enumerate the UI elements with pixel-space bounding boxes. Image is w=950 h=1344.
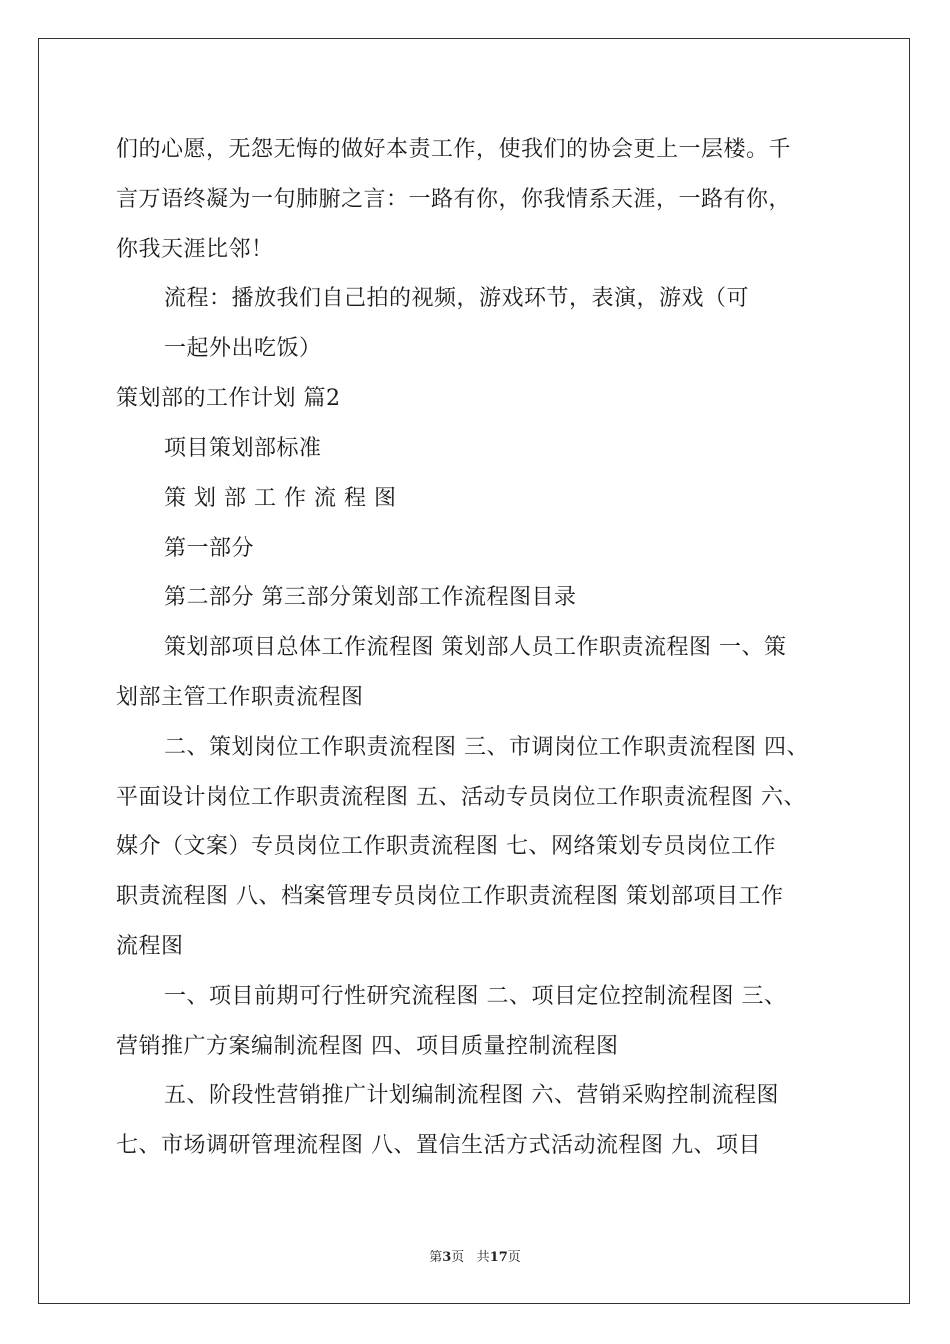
text-line: 五、阶段性营销推广计划编制流程图 六、营销采购控制流程图	[164, 1083, 779, 1108]
text-line: 职责流程图 八、档案管理专员岗位工作职责流程图 策划部项目工作	[116, 884, 784, 909]
text-line: 二、策划岗位工作职责流程图 三、市调岗位工作职责流程图 四、	[164, 735, 809, 760]
section-heading: 策划部的工作计划 篇2	[116, 386, 341, 411]
page-number: 3	[442, 1250, 452, 1265]
text-line: 策划部项目总体工作流程图 策划部人员工作职责流程图 一、策	[164, 635, 787, 660]
text-line: 流程图	[116, 934, 184, 959]
page-prefix: 第	[429, 1250, 443, 1265]
text-line: 你我天涯比邻！	[116, 237, 274, 262]
page-border	[38, 38, 910, 1304]
page-suffix: 页	[451, 1250, 465, 1265]
text-line: 言万语终凝为一句肺腑之言：一路有你，你我情系天涯，一路有你，	[116, 187, 792, 212]
text-line: 第一部分	[164, 536, 255, 561]
text-line: 项目策划部标准	[164, 436, 322, 461]
text-line: 七、市场调研管理流程图 八、置信生活方式活动流程图 九、项目	[116, 1133, 761, 1158]
text-line: 第二部分 第三部分策划部工作流程图目录	[164, 585, 577, 610]
text-line: 划部主管工作职责流程图	[116, 685, 364, 710]
text-line: 流程：播放我们自己拍的视频，游戏环节，表演，游戏（可	[164, 286, 750, 311]
text-line: 平面设计岗位工作职责流程图 五、活动专员岗位工作职责流程图 六、	[116, 785, 806, 810]
text-line: 一、项目前期可行性研究流程图 二、项目定位控制流程图 三、	[164, 984, 787, 1009]
text-line: 媒介（文案）专员岗位工作职责流程图 七、网络策划专员岗位工作	[116, 834, 776, 859]
text-line: 们的心愿，无怨无悔的做好本责工作，使我们的协会更上一层楼。千	[116, 137, 792, 162]
text-line: 一起外出吃饭）	[164, 336, 322, 361]
total-pages: 17	[489, 1250, 508, 1265]
text-line: 营销推广方案编制流程图 四、项目质量控制流程图	[116, 1034, 619, 1059]
total-prefix: 共	[476, 1250, 490, 1265]
page-footer	[0, 1246, 950, 1265]
text-line: 策 划 部 工 作 流 程 图	[164, 486, 397, 511]
total-suffix: 页	[507, 1250, 521, 1265]
